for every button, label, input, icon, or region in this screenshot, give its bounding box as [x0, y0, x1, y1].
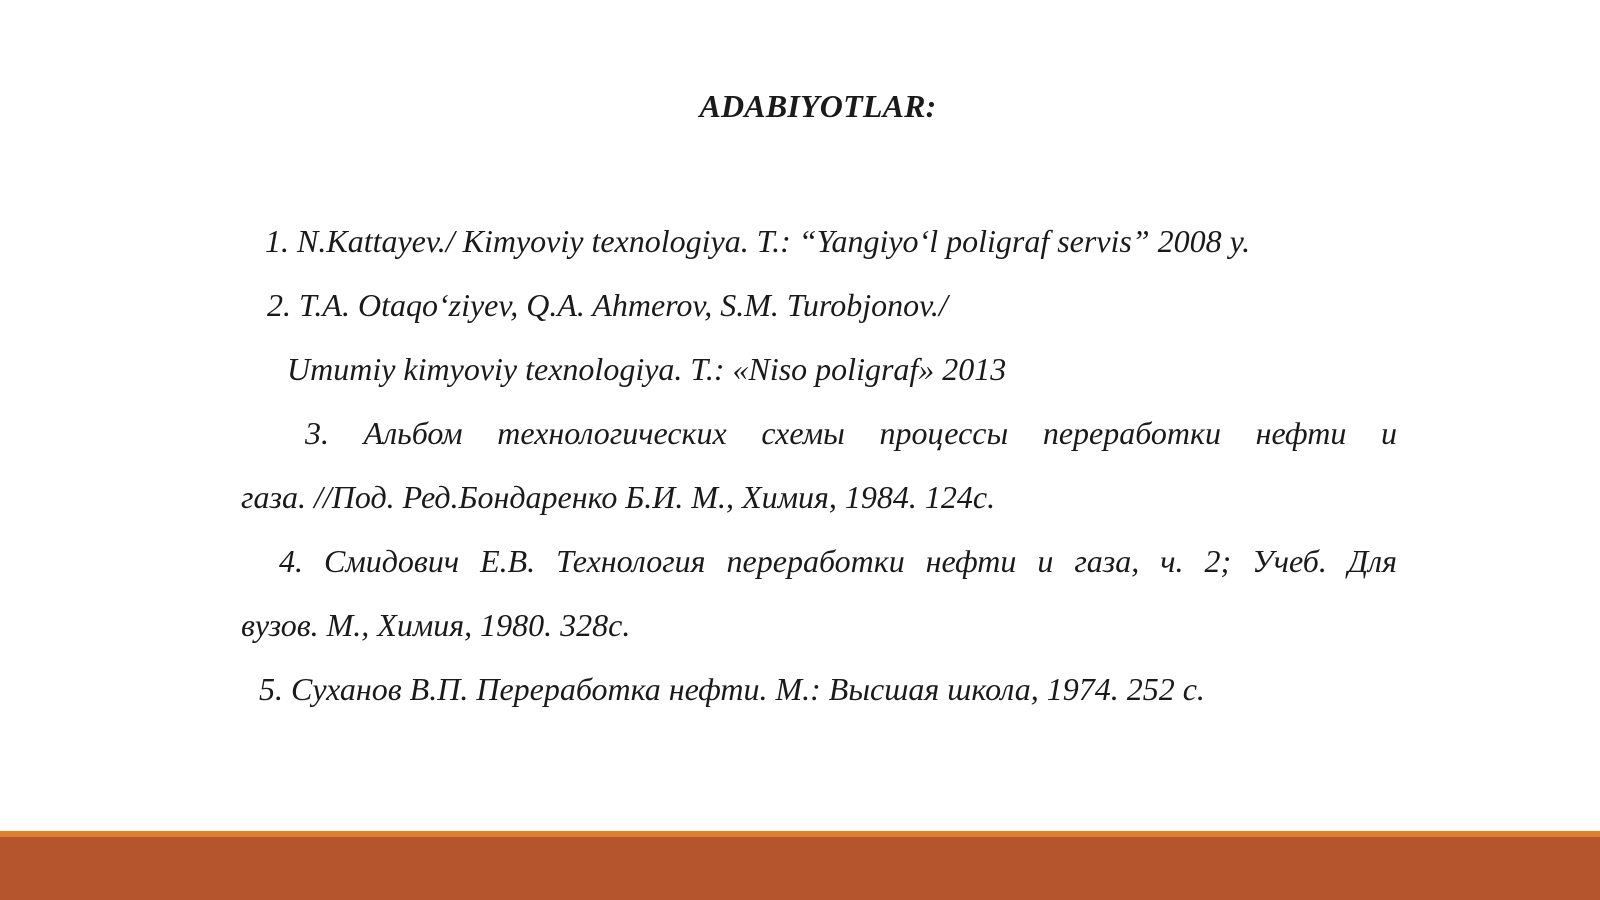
reference-4-line-1: 4. Смидович Е.В. Технология переработки нефти и газа, ч. 2; Учеб. Для	[279, 543, 1397, 579]
reference-5: 5. Суханов В.П. Переработка нефти. М.: Высшая школа, 1974. 252 с.	[259, 671, 1205, 707]
reference-3-line-2: газа. //Под. Ред.Бондаренко Б.И. М., Химия, 1984. 124с.	[241, 479, 996, 515]
reference-1: 1. N.Kattayev./ Kimyoviy texnologiya. T.: “Yangiyo‘l poligraf servis” 2008 y.	[265, 223, 1251, 259]
reference-2-line-2: Umumiy kimyoviy texnologiya. T.: «Niso poligraf» 2013	[287, 351, 1007, 387]
slide-title: ADABIYOTLAR:	[699, 88, 937, 124]
reference-2-line-1: 2. T.A. Otaqo‘ziyev, Q.A. Ahmerov, S.M. Turobjonov./	[267, 287, 948, 323]
footer-band	[0, 831, 1600, 900]
reference-3-line-1: 3. Альбом технологических схемы процессы переработки нефти и	[305, 415, 1397, 451]
reference-4-line-2: вузов. М., Химия, 1980. 328с.	[241, 607, 631, 643]
